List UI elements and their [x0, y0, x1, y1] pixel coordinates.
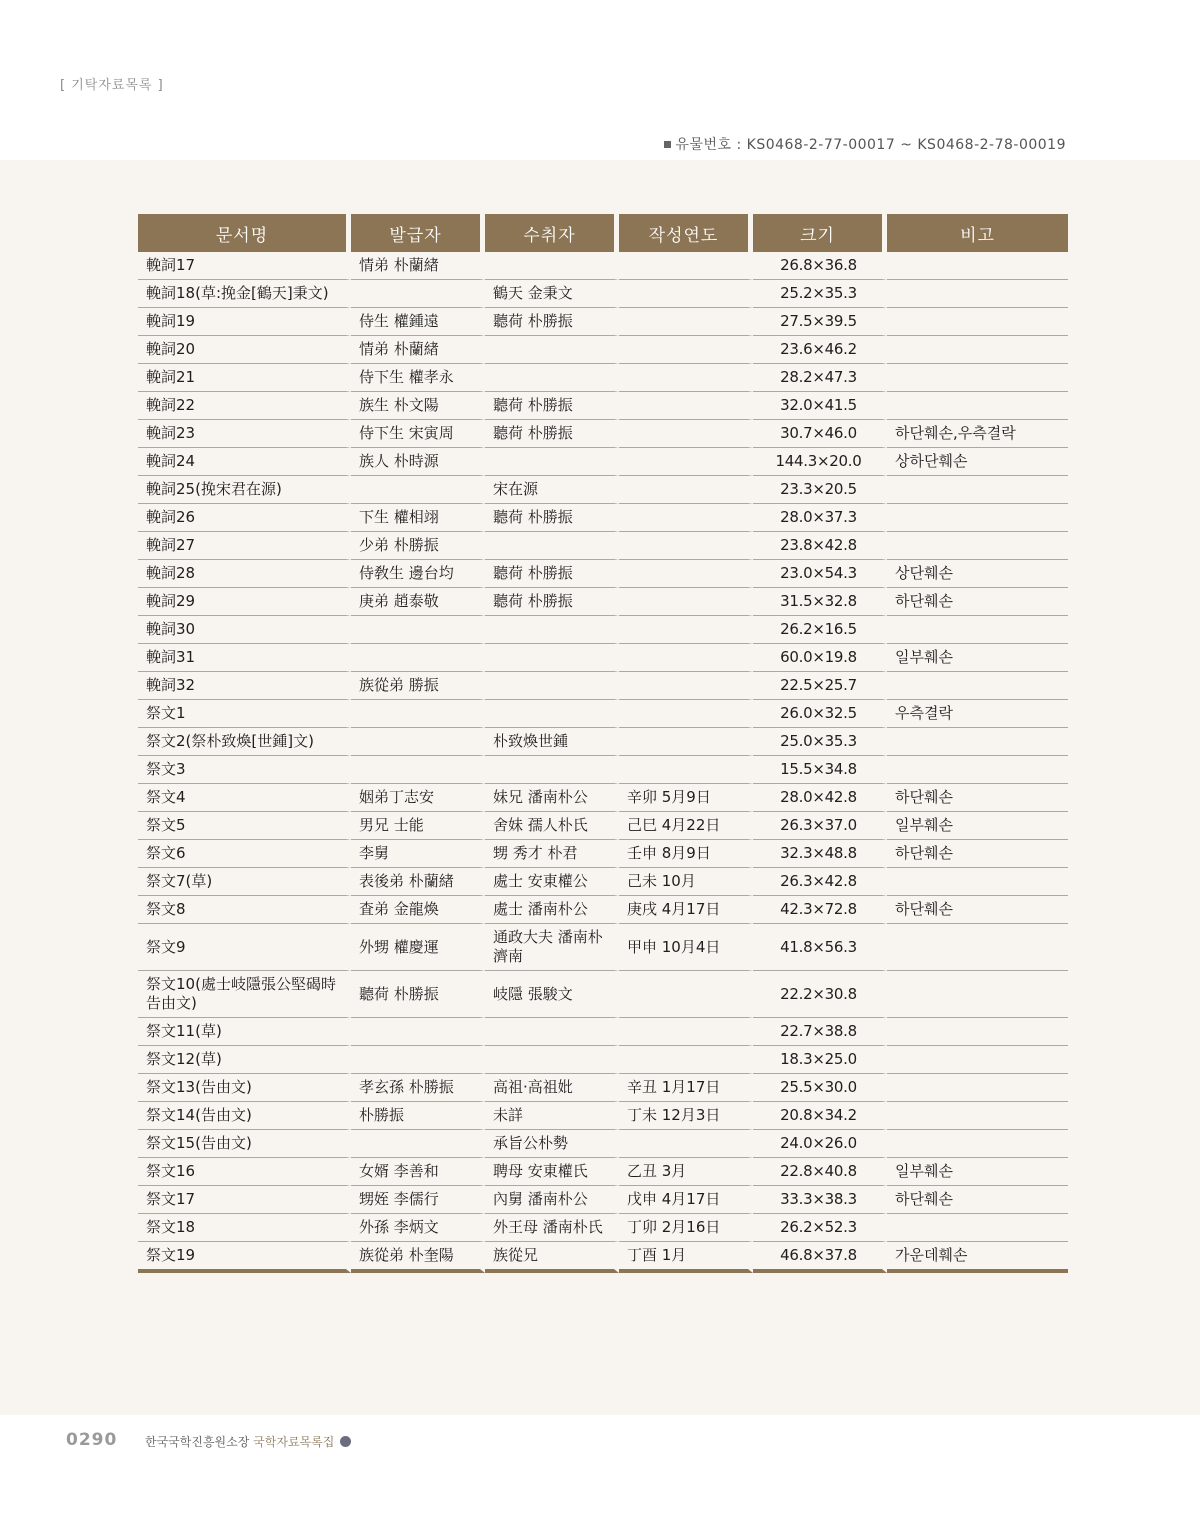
cell-size: 24.0×26.0 — [753, 1130, 887, 1158]
cell-recipient: 處士 安東權公 — [485, 868, 619, 896]
cell-note — [887, 392, 1068, 420]
cell-issuer: 情弟 朴蘭緖 — [351, 252, 485, 280]
cell-title: 祭文19 — [138, 1242, 351, 1273]
cell-year: 戊申 4月17日 — [619, 1186, 753, 1214]
table-row — [138, 504, 1068, 532]
table-row — [138, 784, 1068, 812]
cell-issuer: 甥姪 李儒行 — [351, 1186, 485, 1214]
cell-recipient: 聽荷 朴勝振 — [485, 588, 619, 616]
column-header-size: 크기 — [753, 214, 887, 252]
cell-size: 46.8×37.8 — [753, 1242, 887, 1273]
cell-year — [619, 560, 753, 588]
cell-size: 28.2×47.3 — [753, 364, 887, 392]
cell-size: 32.0×41.5 — [753, 392, 887, 420]
cell-issuer — [351, 728, 485, 756]
cell-note — [887, 504, 1068, 532]
cell-year — [619, 336, 753, 364]
cell-title: 輓詞26 — [138, 504, 351, 532]
cell-note: 가운데훼손 — [887, 1242, 1068, 1273]
cell-recipient: 族從兄 — [485, 1242, 619, 1273]
column-header-title: 문서명 — [138, 214, 351, 252]
cell-recipient: 未詳 — [485, 1102, 619, 1130]
cell-title: 祭文13(告由文) — [138, 1074, 351, 1102]
cell-issuer — [351, 756, 485, 784]
cell-note: 일부훼손 — [887, 1158, 1068, 1186]
cell-year — [619, 616, 753, 644]
table-row — [138, 840, 1068, 868]
cell-issuer: 族從弟 朴奎陽 — [351, 1242, 485, 1273]
cell-size: 144.3×20.0 — [753, 448, 887, 476]
cell-title: 輓詞22 — [138, 392, 351, 420]
cell-recipient: 聽荷 朴勝振 — [485, 392, 619, 420]
cell-size: 28.0×37.3 — [753, 504, 887, 532]
cell-year — [619, 588, 753, 616]
cell-recipient — [485, 1046, 619, 1074]
column-header-issuer: 발급자 — [351, 214, 485, 252]
cell-issuer: 族人 朴時源 — [351, 448, 485, 476]
footer-title-accent: 국학자료목록집 — [253, 1435, 335, 1449]
cell-note — [887, 868, 1068, 896]
cell-title: 祭文7(草) — [138, 868, 351, 896]
column-header-note: 비고 — [887, 214, 1068, 252]
cell-size: 31.5×32.8 — [753, 588, 887, 616]
cell-year — [619, 476, 753, 504]
cell-issuer: 査弟 金龍煥 — [351, 896, 485, 924]
cell-issuer: 侍下生 權孝永 — [351, 364, 485, 392]
cell-issuer: 姻弟丁志安 — [351, 784, 485, 812]
cell-year: 己巳 4月22日 — [619, 812, 753, 840]
cell-issuer: 表後弟 朴蘭緖 — [351, 868, 485, 896]
cell-recipient: 聽荷 朴勝振 — [485, 560, 619, 588]
cell-note: 하단훼손 — [887, 1186, 1068, 1214]
cell-recipient: 宋在源 — [485, 476, 619, 504]
cell-recipient — [485, 252, 619, 280]
cell-title: 輓詞17 — [138, 252, 351, 280]
cell-year — [619, 252, 753, 280]
cell-title: 輓詞23 — [138, 420, 351, 448]
cell-note — [887, 616, 1068, 644]
table-header-row — [138, 214, 1068, 252]
cell-year — [619, 644, 753, 672]
cell-issuer: 李舅 — [351, 840, 485, 868]
cell-year: 丁酉 1月 — [619, 1242, 753, 1273]
cell-title: 祭文5 — [138, 812, 351, 840]
cell-year — [619, 728, 753, 756]
cell-note: 상하단훼손 — [887, 448, 1068, 476]
cell-size: 25.5×30.0 — [753, 1074, 887, 1102]
cell-recipient — [485, 336, 619, 364]
cell-title: 輓詞20 — [138, 336, 351, 364]
cell-title: 祭文11(草) — [138, 1018, 351, 1046]
cell-year — [619, 532, 753, 560]
cell-recipient: 甥 秀才 朴君 — [485, 840, 619, 868]
cell-note: 하단훼손 — [887, 588, 1068, 616]
cell-note — [887, 252, 1068, 280]
cell-size: 22.5×25.7 — [753, 672, 887, 700]
footer-title-prefix: 한국국학진흥원소장 — [145, 1435, 250, 1449]
cell-size: 27.5×39.5 — [753, 308, 887, 336]
cell-recipient: 岐隱 張駿文 — [485, 971, 619, 1018]
cell-size: 25.0×35.3 — [753, 728, 887, 756]
table-row — [138, 728, 1068, 756]
cell-issuer: 族從弟 勝振 — [351, 672, 485, 700]
relic-number — [664, 134, 1066, 154]
cell-title: 輓詞24 — [138, 448, 351, 476]
table-row — [138, 644, 1068, 672]
table-row — [138, 1018, 1068, 1046]
circle-dot-icon — [340, 1436, 351, 1447]
cell-recipient — [485, 532, 619, 560]
cell-note — [887, 672, 1068, 700]
cell-title: 輓詞28 — [138, 560, 351, 588]
cell-recipient: 聽荷 朴勝振 — [485, 504, 619, 532]
table-row — [138, 1242, 1068, 1273]
cell-size: 23.6×46.2 — [753, 336, 887, 364]
table-row — [138, 971, 1068, 1018]
cell-size: 33.3×38.3 — [753, 1186, 887, 1214]
cell-issuer: 族生 朴文陽 — [351, 392, 485, 420]
cell-recipient: 聽荷 朴勝振 — [485, 308, 619, 336]
cell-title: 祭文17 — [138, 1186, 351, 1214]
cell-year — [619, 448, 753, 476]
cell-size: 42.3×72.8 — [753, 896, 887, 924]
cell-size: 18.3×25.0 — [753, 1046, 887, 1074]
cell-note — [887, 476, 1068, 504]
column-header-recipient: 수취자 — [485, 214, 619, 252]
cell-recipient — [485, 756, 619, 784]
table-row — [138, 1102, 1068, 1130]
cell-note: 하단훼손,우측결락 — [887, 420, 1068, 448]
cell-recipient — [485, 364, 619, 392]
cell-year: 庚戌 4月17日 — [619, 896, 753, 924]
cell-title: 祭文1 — [138, 700, 351, 728]
cell-title: 祭文16 — [138, 1158, 351, 1186]
cell-recipient: 朴致煥世鍾 — [485, 728, 619, 756]
cell-note: 우측결락 — [887, 700, 1068, 728]
cell-year — [619, 1018, 753, 1046]
cell-issuer: 侍生 權鍾遠 — [351, 308, 485, 336]
table-row — [138, 1186, 1068, 1214]
cell-note — [887, 532, 1068, 560]
cell-recipient: 內舅 潘南朴公 — [485, 1186, 619, 1214]
table-row — [138, 924, 1068, 971]
table-row — [138, 700, 1068, 728]
cell-size: 20.8×34.2 — [753, 1102, 887, 1130]
cell-issuer: 侍敎生 邊台均 — [351, 560, 485, 588]
cell-issuer — [351, 476, 485, 504]
cell-year — [619, 308, 753, 336]
table-row — [138, 756, 1068, 784]
table-row — [138, 1046, 1068, 1074]
footer-book-title — [145, 1433, 351, 1450]
cell-size: 26.0×32.5 — [753, 700, 887, 728]
cell-issuer: 男兄 士能 — [351, 812, 485, 840]
cell-recipient — [485, 644, 619, 672]
cell-note — [887, 280, 1068, 308]
cell-issuer: 情弟 朴蘭緖 — [351, 336, 485, 364]
cell-year — [619, 672, 753, 700]
cell-title: 祭文15(告由文) — [138, 1130, 351, 1158]
cell-note — [887, 1018, 1068, 1046]
cell-title: 祭文14(告由文) — [138, 1102, 351, 1130]
cell-year — [619, 700, 753, 728]
cell-year — [619, 280, 753, 308]
table-row — [138, 252, 1068, 280]
cell-year — [619, 971, 753, 1018]
relic-number-text: 유물번호 : KS0468-2-77-00017 ~ KS0468-2-78-00019 — [675, 137, 1066, 153]
cell-size: 30.7×46.0 — [753, 420, 887, 448]
cell-size: 22.8×40.8 — [753, 1158, 887, 1186]
cell-recipient — [485, 616, 619, 644]
table-row — [138, 336, 1068, 364]
cell-note — [887, 1214, 1068, 1242]
cell-note — [887, 756, 1068, 784]
cell-recipient: 妹兄 潘南朴公 — [485, 784, 619, 812]
cell-size: 26.2×16.5 — [753, 616, 887, 644]
cell-title: 祭文10(處士岐隱張公堅碣時告由文) — [138, 971, 351, 1018]
cell-issuer — [351, 1130, 485, 1158]
cell-size: 60.0×19.8 — [753, 644, 887, 672]
cell-size: 41.8×56.3 — [753, 924, 887, 971]
cell-note — [887, 1074, 1068, 1102]
cell-note — [887, 1130, 1068, 1158]
cell-recipient — [485, 700, 619, 728]
cell-issuer — [351, 644, 485, 672]
cell-year: 丁未 12月3日 — [619, 1102, 753, 1130]
cell-size: 15.5×34.8 — [753, 756, 887, 784]
cell-issuer — [351, 1046, 485, 1074]
cell-note — [887, 1102, 1068, 1130]
table-row — [138, 476, 1068, 504]
cell-recipient: 聽荷 朴勝振 — [485, 420, 619, 448]
cell-issuer: 外孫 李炳文 — [351, 1214, 485, 1242]
cell-year — [619, 420, 753, 448]
cell-year — [619, 756, 753, 784]
table-row — [138, 392, 1068, 420]
cell-size: 23.0×54.3 — [753, 560, 887, 588]
cell-recipient: 鶴天 金秉文 — [485, 280, 619, 308]
cell-recipient — [485, 448, 619, 476]
cell-note — [887, 1046, 1068, 1074]
cell-title: 輓詞29 — [138, 588, 351, 616]
cell-note: 상단훼손 — [887, 560, 1068, 588]
cell-recipient — [485, 1018, 619, 1046]
cell-title: 輓詞21 — [138, 364, 351, 392]
cell-recipient: 處士 潘南朴公 — [485, 896, 619, 924]
cell-title: 輓詞18(草:挽金[鶴天]秉文) — [138, 280, 351, 308]
cell-title: 輓詞30 — [138, 616, 351, 644]
column-header-year: 작성연도 — [619, 214, 753, 252]
cell-title: 輓詞25(挽宋君在源) — [138, 476, 351, 504]
cell-note: 하단훼손 — [887, 784, 1068, 812]
cell-year — [619, 504, 753, 532]
cell-recipient: 高祖·高祖妣 — [485, 1074, 619, 1102]
cell-year: 辛卯 5月9日 — [619, 784, 753, 812]
cell-note: 일부훼손 — [887, 812, 1068, 840]
cell-issuer: 聽荷 朴勝振 — [351, 971, 485, 1018]
cell-size: 32.3×48.8 — [753, 840, 887, 868]
table-row — [138, 420, 1068, 448]
cell-year — [619, 392, 753, 420]
table-row — [138, 616, 1068, 644]
cell-title: 輓詞27 — [138, 532, 351, 560]
table-row — [138, 532, 1068, 560]
cell-recipient: 通政大夫 潘南朴濟南 — [485, 924, 619, 971]
cell-title: 祭文8 — [138, 896, 351, 924]
cell-note — [887, 308, 1068, 336]
table-row — [138, 672, 1068, 700]
cell-issuer: 外甥 權慶運 — [351, 924, 485, 971]
table-row — [138, 812, 1068, 840]
cell-recipient — [485, 672, 619, 700]
table-row — [138, 896, 1068, 924]
cell-recipient: 承旨公朴勢 — [485, 1130, 619, 1158]
table-row — [138, 588, 1068, 616]
cell-note — [887, 924, 1068, 971]
cell-issuer: 女婿 李善和 — [351, 1158, 485, 1186]
cell-title: 輓詞31 — [138, 644, 351, 672]
table-row — [138, 1074, 1068, 1102]
table-row — [138, 1130, 1068, 1158]
cell-year: 乙丑 3月 — [619, 1158, 753, 1186]
cell-note — [887, 728, 1068, 756]
cell-year — [619, 1130, 753, 1158]
cell-size: 22.7×38.8 — [753, 1018, 887, 1046]
cell-year — [619, 364, 753, 392]
cell-size: 25.2×35.3 — [753, 280, 887, 308]
cell-issuer: 下生 權相翊 — [351, 504, 485, 532]
cell-issuer — [351, 700, 485, 728]
cell-size: 28.0×42.8 — [753, 784, 887, 812]
catalog-table — [138, 214, 1068, 1273]
cell-size: 23.3×20.5 — [753, 476, 887, 504]
cell-note: 하단훼손 — [887, 840, 1068, 868]
page-number: 0290 — [66, 1430, 118, 1450]
cell-year — [619, 1046, 753, 1074]
cell-issuer — [351, 280, 485, 308]
cell-issuer: 侍下生 宋寅周 — [351, 420, 485, 448]
table-row — [138, 1214, 1068, 1242]
cell-recipient: 聘母 安東權氏 — [485, 1158, 619, 1186]
cell-size: 26.3×42.8 — [753, 868, 887, 896]
cell-title: 祭文2(祭朴致煥[世鍾]文) — [138, 728, 351, 756]
cell-recipient: 舍妹 孺人朴氏 — [485, 812, 619, 840]
cell-title: 輓詞19 — [138, 308, 351, 336]
cell-title: 祭文3 — [138, 756, 351, 784]
table-row — [138, 280, 1068, 308]
cell-issuer: 朴勝振 — [351, 1102, 485, 1130]
cell-note: 일부훼손 — [887, 644, 1068, 672]
cell-title: 祭文12(草) — [138, 1046, 351, 1074]
cell-note — [887, 971, 1068, 1018]
cell-year: 丁卯 2月16日 — [619, 1214, 753, 1242]
cell-size: 26.8×36.8 — [753, 252, 887, 280]
cell-issuer: 庚弟 趙泰敬 — [351, 588, 485, 616]
cell-issuer: 少弟 朴勝振 — [351, 532, 485, 560]
section-label: [ 기탁자료목록 ] — [60, 78, 164, 93]
cell-title: 祭文4 — [138, 784, 351, 812]
cell-year: 己未 10月 — [619, 868, 753, 896]
cell-issuer: 孝玄孫 朴勝振 — [351, 1074, 485, 1102]
cell-title: 祭文9 — [138, 924, 351, 971]
cell-year: 甲申 10月4日 — [619, 924, 753, 971]
cell-title: 輓詞32 — [138, 672, 351, 700]
table-row — [138, 364, 1068, 392]
table-row — [138, 448, 1068, 476]
cell-recipient: 外王母 潘南朴氏 — [485, 1214, 619, 1242]
table-row — [138, 868, 1068, 896]
catalog-body — [138, 252, 1068, 1273]
cell-size: 26.3×37.0 — [753, 812, 887, 840]
cell-year: 壬申 8月9日 — [619, 840, 753, 868]
cell-issuer — [351, 1018, 485, 1046]
cell-note — [887, 364, 1068, 392]
table-row — [138, 560, 1068, 588]
cell-size: 22.2×30.8 — [753, 971, 887, 1018]
cell-title: 祭文18 — [138, 1214, 351, 1242]
cell-issuer — [351, 616, 485, 644]
cell-size: 23.8×42.8 — [753, 532, 887, 560]
table-row — [138, 1158, 1068, 1186]
square-bullet-icon — [664, 141, 671, 148]
cell-note — [887, 336, 1068, 364]
table-row — [138, 308, 1068, 336]
cell-note: 하단훼손 — [887, 896, 1068, 924]
cell-title: 祭文6 — [138, 840, 351, 868]
cell-size: 26.2×52.3 — [753, 1214, 887, 1242]
cell-year: 辛丑 1月17日 — [619, 1074, 753, 1102]
